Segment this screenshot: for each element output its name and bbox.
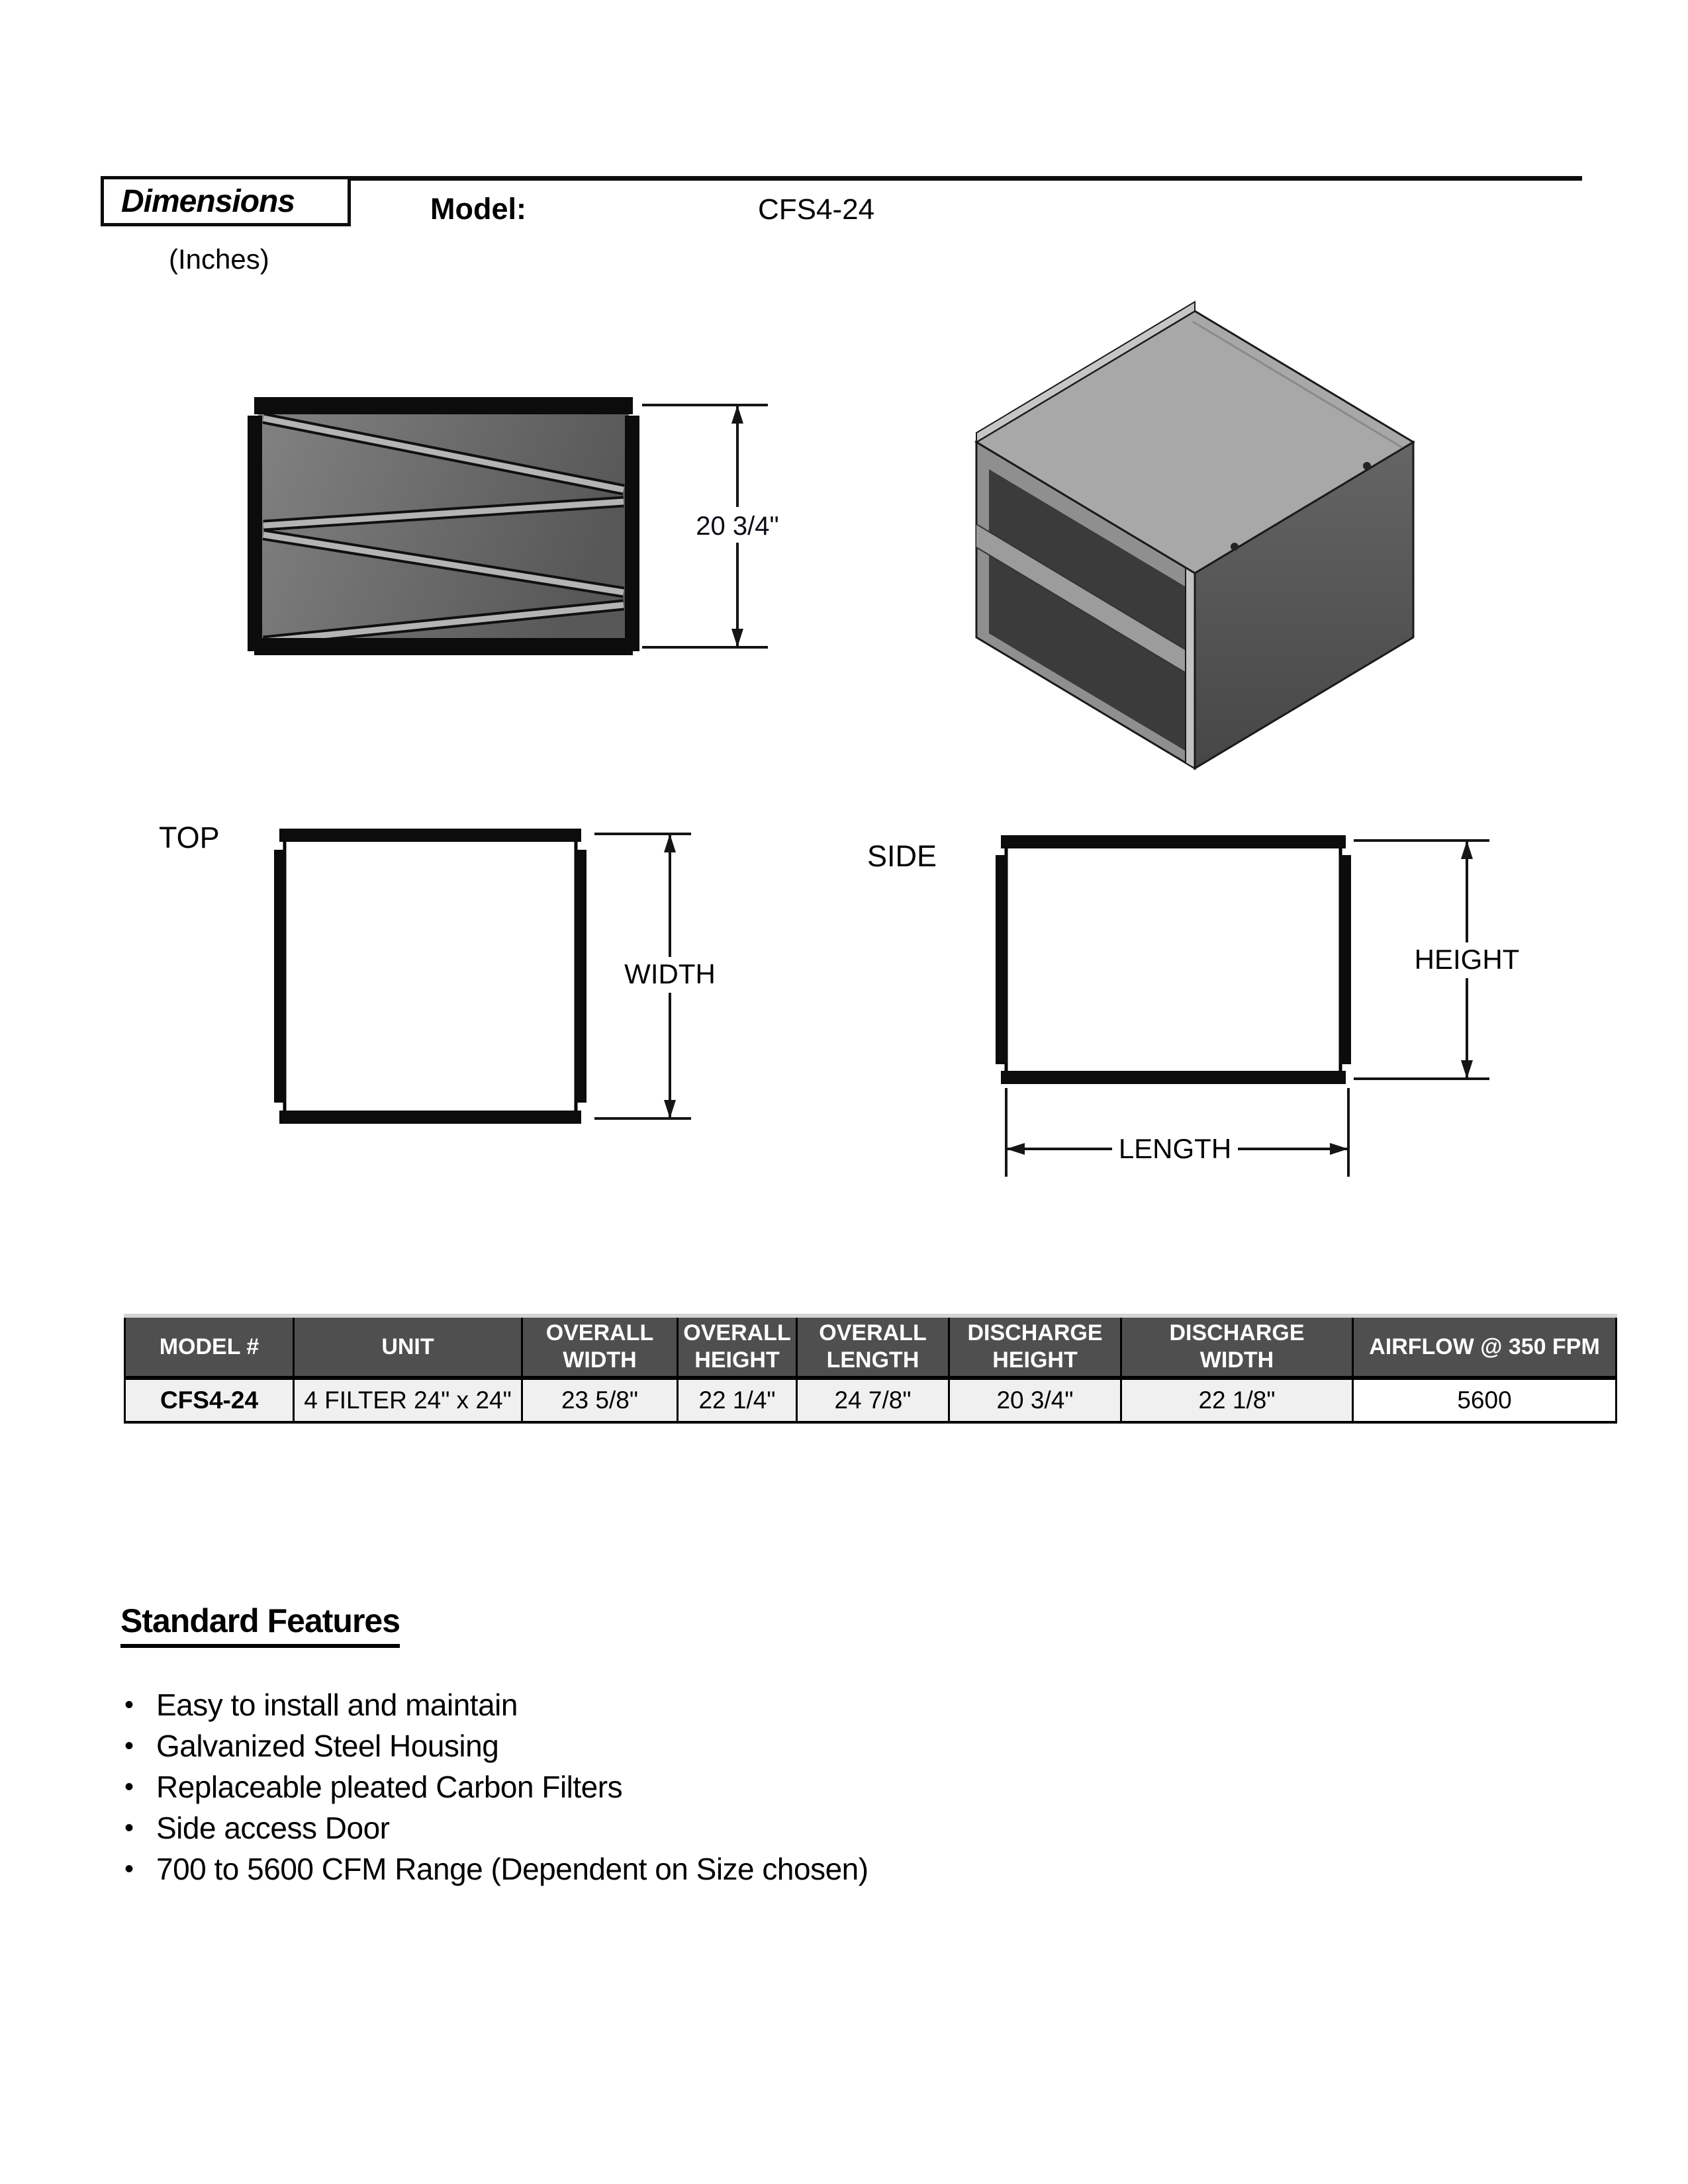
- side-view-drawing: [980, 814, 1642, 1198]
- top-view-left-tab: [274, 850, 286, 1103]
- filter-housing-face: [248, 397, 639, 655]
- dimensions-section-box: [101, 176, 351, 226]
- side-view-right-tab: [1339, 855, 1351, 1064]
- front-edge-strip: [1186, 568, 1195, 768]
- side-view-label: SIDE: [867, 839, 937, 873]
- height-dimension-label: HEIGHT: [1414, 944, 1520, 975]
- housing-right-tab: [625, 416, 639, 651]
- spec-table-data-row: [125, 1378, 1617, 1422]
- feature-item: • Galvanized Steel Housing: [120, 1725, 1312, 1766]
- screw-dot-icon: [1231, 543, 1239, 551]
- spec-table-header-row: [125, 1316, 1617, 1378]
- isometric-view-drawing: [947, 285, 1430, 788]
- arrow-up-icon: [1461, 841, 1473, 859]
- col-header-discharge-width: DISCHARGE WIDTH: [1121, 1316, 1353, 1378]
- arrow-left-icon: [1006, 1143, 1025, 1155]
- col-header-discharge-height: DISCHARGE HEIGHT: [949, 1316, 1121, 1378]
- features-list: [120, 1684, 1312, 1889]
- units-label: (Inches): [169, 244, 269, 275]
- cell-discharge-height: 20 3/4": [949, 1378, 1121, 1422]
- top-view-top-bar: [279, 829, 581, 842]
- col-header-unit: UNIT: [294, 1316, 522, 1378]
- col-header-model: MODEL #: [125, 1316, 294, 1378]
- width-dimension-label: WIDTH: [624, 958, 716, 989]
- feature-item: • Replaceable pleated Carbon Filters: [120, 1766, 1312, 1807]
- model-label: Model:: [430, 192, 526, 226]
- cell-airflow: 5600: [1353, 1378, 1617, 1422]
- side-view-bottom-bar: [1001, 1071, 1346, 1084]
- cell-overall-width: 23 5/8": [522, 1378, 678, 1422]
- cell-overall-height: 22 1/4": [678, 1378, 797, 1422]
- arrow-up-icon: [664, 834, 676, 852]
- features-title: Standard Features: [120, 1602, 400, 1648]
- dimensions-section-label: Dimensions: [121, 183, 295, 219]
- arrow-up-icon: [731, 405, 743, 424]
- cell-unit: 4 FILTER 24" x 24": [294, 1378, 522, 1422]
- front-dimension-label: 20 3/4": [696, 512, 779, 541]
- top-view-bottom-bar: [279, 1111, 581, 1124]
- screw-dot-icon: [1363, 462, 1371, 470]
- side-view-outline: [1006, 841, 1340, 1079]
- spec-table: [124, 1314, 1617, 1424]
- housing-left-tab: [248, 416, 262, 651]
- arrow-right-icon: [1330, 1143, 1348, 1155]
- side-view-left-tab: [996, 855, 1008, 1064]
- housing-bottom-bar: [254, 638, 633, 655]
- length-dimension-label: LENGTH: [1118, 1133, 1232, 1164]
- top-view-right-tab: [575, 850, 586, 1103]
- cell-discharge-width: 22 1/8": [1121, 1378, 1353, 1422]
- side-view-top-bar: [1001, 835, 1346, 848]
- top-view-drawing: [265, 814, 728, 1138]
- feature-item: • 700 to 5600 CFM Range (Dependent on Size chosen): [120, 1848, 1312, 1889]
- feature-item: • Easy to install and maintain: [120, 1684, 1312, 1725]
- arrow-down-icon: [664, 1100, 676, 1118]
- col-header-overall-length: OVERALL LENGTH: [797, 1316, 949, 1378]
- feature-item: • Side access Door: [120, 1807, 1312, 1848]
- cell-model: CFS4-24: [125, 1378, 294, 1422]
- front-view-drawing: [245, 390, 781, 662]
- spec-table-container: [124, 1314, 1615, 1424]
- cell-overall-length: 24 7/8": [797, 1378, 949, 1422]
- arrow-down-icon: [731, 629, 743, 647]
- col-header-overall-width: OVERALL WIDTH: [522, 1316, 678, 1378]
- col-header-airflow: AIRFLOW @ 350 FPM: [1353, 1316, 1617, 1378]
- top-view-label: TOP: [159, 821, 220, 854]
- housing-top-bar: [254, 397, 633, 414]
- col-header-overall-height: OVERALL HEIGHT: [678, 1316, 797, 1378]
- arrow-down-icon: [1461, 1060, 1473, 1079]
- model-value: CFS4-24: [758, 193, 875, 226]
- top-view-outline: [285, 834, 576, 1118]
